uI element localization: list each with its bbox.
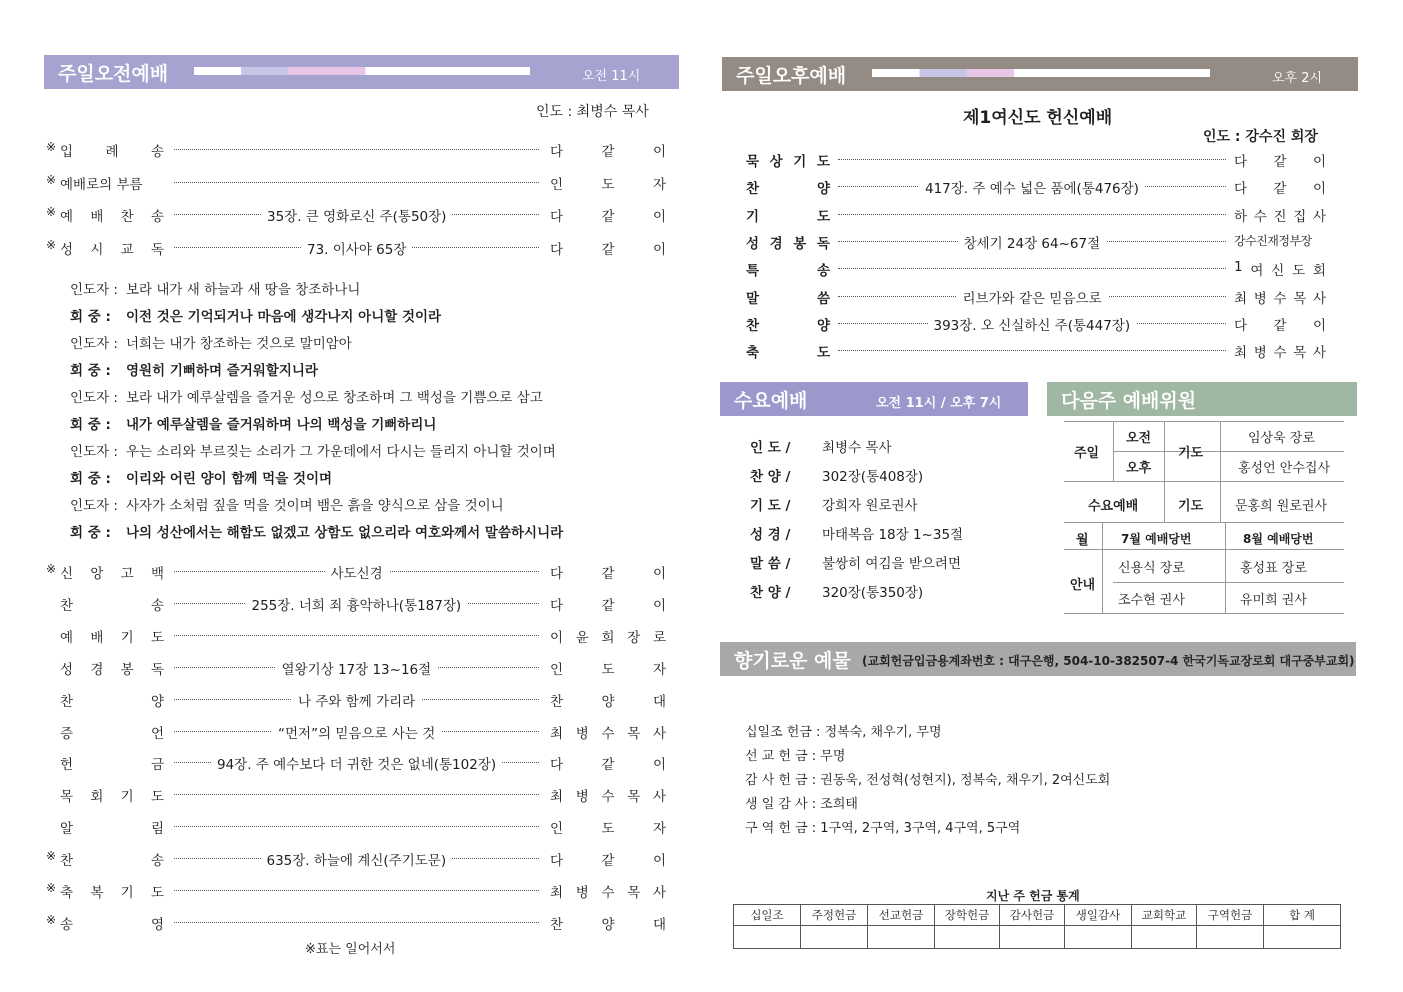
committee-prayer: 기도	[1178, 446, 1204, 461]
responsive-line	[70, 305, 441, 325]
order-content: “먼저”의 믿음으로 사는 것	[272, 722, 441, 742]
afternoon-subtitle: 제1여신도 헌신예배	[963, 108, 1113, 128]
order-label: 묵 상 기 도	[746, 154, 830, 170]
order-label: 예 배 기 도	[60, 629, 164, 646]
responsive-text: 내가 예루살렘을 즐거워하며 나의 백성을 기뻐하리니	[126, 417, 437, 433]
order-row	[60, 658, 666, 680]
order-row	[60, 785, 666, 807]
wednesday-key: 인 도 /	[750, 440, 791, 456]
responsive-speaker: 회 중 :	[70, 471, 111, 487]
order-label: 성 경 봉 독	[60, 661, 164, 678]
required-standing-mark: ※	[46, 562, 57, 576]
responsive-text: 나의 성산에서는 해함도 없겠고 상함도 없으리라 여호와께서 말씀하시니라	[126, 525, 564, 541]
responsive-speaker: 인도자 :	[70, 282, 118, 298]
committee-wed-person: 문홍희 원로권사	[1235, 499, 1328, 514]
stats-value-cell	[1132, 926, 1197, 949]
responsive-speaker: 회 중 :	[70, 525, 111, 541]
order-label: 성 시 교 독	[60, 241, 164, 258]
order-row	[60, 690, 666, 712]
order-row	[46, 562, 666, 584]
order-person: 다 같 이	[550, 757, 666, 774]
order-content: 73. 이사야 65장	[301, 238, 412, 258]
order-content: 열왕기상 17장 13~16절	[276, 658, 438, 678]
responsive-line	[70, 521, 563, 541]
standing-note: ※표는 일어서서	[305, 942, 396, 957]
responsive-text: 이전 것은 기억되거나 마음에 생각나지 아니할 것이라	[126, 309, 442, 325]
afternoon-row	[746, 314, 1326, 336]
required-standing-mark: ※	[46, 912, 57, 927]
wednesday-value: 302장(통408장)	[822, 469, 924, 485]
order-content: 사도신경	[325, 562, 389, 582]
required-standing-mark: ※	[46, 205, 57, 219]
order-person: 다 같 이	[1234, 181, 1326, 198]
committee-wed-prayer: 기도	[1178, 499, 1204, 514]
stats-value-cell	[1264, 926, 1341, 949]
stats-value-cell	[801, 926, 868, 949]
committee-header-bar	[1047, 382, 1357, 416]
offering-row: 생 일 감 사 : 조희태	[745, 797, 858, 812]
stats-value-cell	[1000, 926, 1065, 949]
stats-header-cell: 생일감사	[1065, 905, 1132, 926]
stats-header-row	[734, 905, 1341, 926]
wednesday-key: 기 도 /	[750, 498, 791, 514]
offering-header-bar	[720, 642, 1356, 676]
order-person: 인 도 자	[550, 661, 666, 678]
table-line	[1064, 522, 1344, 523]
offering-account: (교회헌금입금용계좌번호 : 대구은행, 504-10-382507-4 한국기독교장로회 대구중부교회)	[862, 654, 1355, 668]
order-row	[46, 237, 666, 260]
dotted-leader	[174, 922, 539, 923]
order-label: 헌 금	[60, 757, 164, 774]
committee-aug-1: 홍성표 장로	[1240, 561, 1307, 576]
morning-title: 주일오전예배	[58, 63, 169, 85]
wednesday-row	[750, 581, 923, 601]
order-label: 축 복 기 도	[60, 885, 164, 901]
table-line	[1064, 421, 1344, 422]
wednesday-row	[750, 494, 918, 514]
order-content: 창세기 24장 64~67절	[958, 232, 1107, 252]
order-content: 255장. 너희 죄 흉악하나(통187장)	[246, 594, 468, 614]
wednesday-value: 최병수 목사	[822, 440, 892, 456]
committee-sunday: 주일	[1074, 446, 1100, 461]
offering-title: 향기로운 예물	[734, 650, 851, 672]
order-row	[46, 205, 666, 227]
responsive-speaker: 인도자 :	[70, 390, 118, 406]
stats-value-cell	[935, 926, 1000, 949]
table-line	[1064, 549, 1344, 550]
responsive-line	[70, 494, 504, 514]
wednesday-header-bar	[720, 382, 1028, 416]
order-person: 최 병 수 목 사	[550, 885, 666, 901]
order-person: 인 도 자	[550, 821, 666, 838]
wednesday-row	[750, 552, 961, 572]
order-label: 찬 양	[60, 693, 164, 710]
order-label: 성 경 봉 독	[746, 235, 830, 252]
decorative-stripe	[194, 67, 530, 75]
afternoon-row	[746, 150, 1326, 172]
stats-table	[733, 904, 1341, 949]
table-line	[1113, 451, 1344, 452]
responsive-text: 이리와 어린 양이 함께 먹을 것이며	[126, 471, 333, 487]
order-person: 이 윤 희 장 로	[550, 629, 666, 646]
order-label: 송 영	[60, 916, 164, 933]
stats-value-cell	[1197, 926, 1264, 949]
dotted-leader	[838, 214, 1226, 215]
order-person: 1 여 신 도 회	[1234, 259, 1326, 280]
committee-pm-person: 홍성언 안수집사	[1238, 461, 1331, 476]
morning-time: 오전 11시	[582, 69, 641, 84]
dotted-leader	[838, 350, 1226, 351]
offering-row: 감 사 헌 금 : 권동욱, 전성혁(성현지), 정복숙, 채우기, 2여신도회	[745, 773, 1111, 788]
wednesday-key: 찬 양 /	[750, 469, 791, 485]
table-line	[1164, 421, 1165, 522]
order-label: 찬 양	[746, 181, 830, 198]
afternoon-leader: 인도 : 강수진 회장	[1203, 129, 1318, 145]
order-label: 찬 송	[60, 597, 164, 614]
wednesday-row	[750, 465, 923, 485]
committee-aug: 8월 예배당번	[1243, 532, 1314, 546]
stats-value-cell	[1065, 926, 1132, 949]
offering-row: 구 역 헌 금 : 1구역, 2구역, 3구역, 4구역, 5구역	[745, 821, 1021, 836]
order-person: 다 같 이	[550, 241, 666, 258]
order-label: 축 도	[746, 345, 830, 362]
table-line	[1064, 481, 1344, 482]
wednesday-key: 말 씀 /	[750, 556, 791, 572]
committee-july-2: 조수현 권사	[1118, 593, 1185, 608]
required-standing-mark: ※	[46, 172, 57, 187]
afternoon-header-bar	[722, 57, 1358, 91]
dotted-leader	[174, 890, 539, 891]
order-label: 예배로의 부름	[60, 176, 143, 193]
stats-header-cell: 구역헌금	[1197, 905, 1264, 926]
order-label: 찬 양	[746, 317, 830, 334]
wednesday-row	[750, 436, 892, 456]
wednesday-value: 320장(통350장)	[822, 585, 924, 601]
order-content: 393장. 오 신실하신 주(통447장)	[928, 314, 1137, 334]
wednesday-row	[750, 523, 963, 543]
dotted-leader	[838, 159, 1226, 160]
committee-aug-2: 유미희 권사	[1240, 593, 1307, 608]
wednesday-value: 강희자 원로권사	[822, 498, 918, 514]
committee-pm: 오후	[1126, 461, 1152, 476]
order-row	[46, 849, 666, 871]
order-person: 다 같 이	[1234, 317, 1326, 334]
wednesday-time: 오전 11시 / 오후 7시	[876, 396, 1002, 411]
responsive-speaker: 인도자 :	[70, 444, 118, 460]
table-line	[1225, 522, 1226, 613]
table-line	[1113, 421, 1114, 481]
dotted-leader	[174, 826, 539, 827]
responsive-line	[70, 467, 332, 487]
stats-value-row	[734, 926, 1341, 949]
stats-header-cell: 주정헌금	[801, 905, 868, 926]
order-person: 찬 양 대	[550, 916, 666, 933]
order-row	[60, 594, 666, 616]
order-label: 찬 송	[60, 853, 164, 870]
afternoon-time: 오후 2시	[1272, 71, 1323, 86]
stats-header-cell: 장학헌금	[935, 905, 1000, 926]
order-content: 94장. 주 예수보다 더 귀한 것은 없네(통102장)	[211, 753, 502, 773]
responsive-line	[70, 278, 360, 298]
order-label: 입 례 송	[60, 144, 164, 160]
order-person: 다 같 이	[1234, 154, 1326, 170]
stats-header-cell: 감사헌금	[1000, 905, 1065, 926]
order-label: 목 회 기 도	[60, 789, 164, 806]
responsive-text: 너희는 내가 창조하는 것으로 말미암아	[126, 336, 352, 352]
responsive-line	[70, 359, 318, 379]
order-row	[60, 817, 666, 839]
wednesday-value: 마태복음 18장 1~35절	[822, 527, 964, 543]
morning-header-bar	[44, 55, 679, 89]
dotted-leader	[174, 149, 539, 150]
dotted-leader	[174, 635, 539, 636]
stats-title: 지난 주 헌금 통계	[986, 889, 1080, 903]
afternoon-row	[746, 259, 1326, 281]
order-label: 신 앙 고 백	[60, 566, 164, 582]
responsive-line	[70, 386, 543, 406]
responsive-speaker: 회 중 :	[70, 363, 111, 379]
order-content: 나 주와 함께 가리라	[292, 690, 421, 710]
responsive-speaker: 인도자 :	[70, 498, 118, 514]
committee-july-1: 신용식 장로	[1118, 561, 1185, 576]
order-label: 기 도	[746, 208, 830, 225]
decorative-stripe	[872, 69, 1210, 77]
afternoon-row	[746, 287, 1326, 309]
committee-am-person: 임상욱 장로	[1248, 431, 1315, 446]
responsive-text: 영원히 기뻐하며 즐거워할지니라	[126, 363, 318, 379]
order-row	[46, 172, 666, 195]
responsive-speaker: 회 중 :	[70, 309, 111, 325]
order-person: 다 같 이	[550, 597, 666, 614]
order-label: 특 송	[746, 263, 830, 280]
order-person: 찬 양 대	[550, 693, 666, 710]
order-person: 다 같 이	[550, 144, 666, 160]
order-row	[46, 881, 666, 903]
required-standing-mark: ※	[46, 881, 57, 895]
order-row	[60, 722, 666, 744]
wednesday-value: 불쌍히 여김을 받으려면	[822, 556, 961, 572]
wednesday-key: 찬 양 /	[750, 585, 791, 601]
wednesday-title: 수요예배	[734, 390, 808, 412]
order-label: 예 배 찬 송	[60, 209, 164, 225]
order-person: 최 병 수 목 사	[550, 789, 666, 806]
dotted-leader	[174, 794, 539, 795]
stats-header-cell: 선교헌금	[868, 905, 935, 926]
committee-wed: 수요예배	[1088, 499, 1139, 514]
order-content: 635장. 하늘에 계신(주기도문)	[261, 849, 453, 869]
required-standing-mark: ※	[46, 849, 57, 864]
dotted-leader	[838, 268, 1226, 269]
order-person: 강수진재정부장	[1234, 233, 1312, 248]
responsive-text: 사자가 소처럼 짚을 먹을 것이며 뱀은 흙을 양식으로 삼을 것이니	[126, 498, 504, 514]
responsive-text: 보라 내가 예루살렘을 즐거운 성으로 창조하며 그 백성을 기쁨으로 삼고	[126, 390, 543, 406]
order-row	[46, 140, 666, 162]
responsive-text: 보라 내가 새 하늘과 새 땅을 창조하나니	[126, 282, 361, 298]
wednesday-key: 성 경 /	[750, 527, 791, 543]
offering-row: 십일조 헌금 : 정복숙, 채우기, 무명	[745, 725, 942, 740]
responsive-line	[70, 440, 556, 460]
morning-leader: 인도 : 최병수 목사	[536, 104, 649, 120]
order-content: 35장. 큰 영화로신 주(통50장)	[261, 205, 452, 225]
stats-header-cell: 십일조	[734, 905, 801, 926]
responsive-speaker: 인도자 :	[70, 336, 118, 352]
required-standing-mark: ※	[46, 140, 57, 154]
committee-am: 오전	[1126, 431, 1152, 446]
committee-month: 월	[1076, 533, 1089, 548]
committee-title: 다음주 예배위원	[1061, 390, 1197, 412]
order-person: 인 도 자	[550, 176, 666, 193]
order-content: 리브가와 같은 믿음으로	[957, 287, 1108, 307]
order-person: 최 병 수 목 사	[1234, 345, 1326, 362]
committee-july: 7월 예배당번	[1121, 532, 1192, 546]
order-label: 말 씀	[746, 290, 830, 307]
afternoon-row	[746, 341, 1326, 363]
stats-value-cell	[868, 926, 935, 949]
responsive-text: 우는 소리와 부르짖는 소리가 그 가운데에서 다시는 들리지 아니할 것이며	[126, 444, 556, 460]
responsive-speaker: 회 중 :	[70, 417, 111, 433]
stats-value-cell	[734, 926, 801, 949]
order-label: 증 언	[60, 725, 164, 742]
order-person: 다 같 이	[550, 853, 666, 870]
order-person: 다 같 이	[550, 209, 666, 225]
dotted-leader	[174, 182, 539, 183]
order-row	[60, 626, 666, 648]
order-person: 다 같 이	[550, 566, 666, 582]
order-person: 하 수 진 집 사	[1234, 208, 1326, 225]
responsive-line	[70, 332, 352, 352]
table-line	[1064, 613, 1344, 614]
stats-header-cell: 합 계	[1264, 905, 1341, 926]
required-standing-mark: ※	[46, 237, 57, 252]
committee-guide: 안내	[1070, 578, 1096, 593]
table-line	[1220, 421, 1221, 522]
afternoon-row	[746, 232, 1326, 254]
order-row	[46, 912, 666, 935]
table-line	[1102, 522, 1103, 613]
order-person: 최 병 수 목 사	[1234, 290, 1326, 307]
afternoon-row	[746, 205, 1326, 227]
afternoon-row	[746, 177, 1326, 199]
order-row	[60, 753, 666, 775]
table-line	[1113, 582, 1344, 583]
stats-header-cell: 교회학교	[1132, 905, 1197, 926]
order-content: 417장. 주 예수 넓은 품에(통476장)	[919, 177, 1145, 197]
order-label: 알 림	[60, 821, 164, 838]
offering-row: 선 교 헌 금 : 무명	[745, 749, 846, 764]
responsive-line	[70, 413, 436, 433]
afternoon-title: 주일오후예배	[736, 65, 847, 87]
order-person: 최 병 수 목 사	[550, 725, 666, 742]
